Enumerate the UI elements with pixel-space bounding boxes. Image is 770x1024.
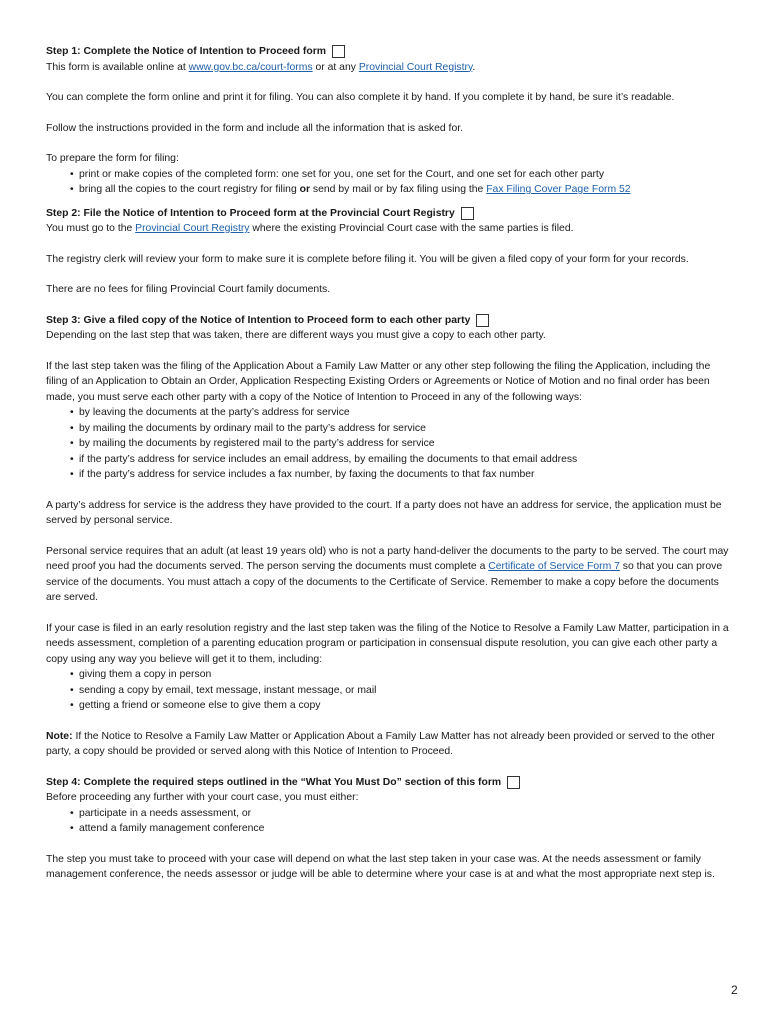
registry-link[interactable]: Provincial Court Registry — [358, 61, 473, 73]
fax-cover-form-link[interactable]: Fax Filing Cover Page Form 52 — [486, 184, 631, 195]
step4-heading — [46, 775, 730, 791]
step3-note — [46, 729, 730, 760]
step2-clerk-para: The registry clerk will review your form to make sure it is complete before filing it. You will be given a filed copy of your form for your records. — [46, 253, 689, 265]
step2-registry-para — [46, 221, 730, 237]
page-number: 2 — [731, 983, 738, 997]
document-body — [46, 44, 730, 883]
note-label: Note: — [46, 730, 73, 742]
list-item: • by mailing the documents by registered mail to the party’s address for service — [70, 436, 730, 452]
step2-text-end: where the existing Provincial Court case with the same parties is filed. — [249, 223, 574, 234]
step4-intro-para: Before proceeding any further with your court case, you must either: — [46, 792, 359, 803]
step3-service-list — [46, 405, 730, 483]
list-item: • if the party’s address for service includes an email address, by emailing the documents to that email address — [70, 452, 730, 468]
step1-checkbox[interactable] — [332, 45, 345, 58]
step4-options-list — [46, 806, 730, 837]
bullet-text: bring all the copies to the court registry for filing — [79, 184, 300, 195]
step1-instructions-para: Follow the instructions provided in the form and include all the information that is asked for. — [46, 122, 464, 134]
list-item: • if the party’s address for service includes a fax number, by faxing the documents to that fax number — [70, 467, 730, 483]
list-item — [70, 182, 730, 198]
step3-personal-text: Personal service requires that an adult (at least 19 years old) who is not a party hand-deliver the documents to the party to be served. The court may need proof you had the documents served. The person serving the documents must complete a — [46, 545, 729, 572]
step1-heading-text: Step 1: Complete the Notice of Intention to Proceed form — [46, 46, 326, 57]
list-item: • by leaving the documents at the party’s address for service — [70, 405, 730, 421]
registry-link-2[interactable]: Provincial Court Registry — [135, 223, 250, 234]
step4-checkbox[interactable] — [507, 776, 520, 789]
step1-availability-end: . — [472, 61, 476, 73]
bullet-bold: or — [299, 184, 311, 195]
step2-fees-para: There are no fees for filing Provincial Court family documents. — [46, 284, 331, 295]
step1-complete-para: You can complete the form online and print it for filing. You can also complete it by hand. If you complete it by hand, be sure it’s readable. — [46, 92, 675, 103]
step3-address-para: A party’s address for service is the address they have provided to the court. If a party does not have an address for service, the application must be served by personal service. — [46, 499, 722, 526]
list-item: • getting a friend or someone else to give them a copy — [70, 698, 730, 714]
step2-checkbox[interactable] — [461, 207, 474, 220]
step3-heading-text: Step 3: Give a filed copy of the Notice of Intention to Proceed form to each other party — [46, 314, 471, 326]
step1-heading — [46, 44, 730, 60]
step3-checkbox[interactable] — [476, 314, 489, 327]
step1-prepare-list — [46, 167, 730, 198]
list-item: • giving them a copy in person — [70, 667, 730, 683]
step2-heading — [46, 206, 730, 222]
list-item: • attend a family management conference — [70, 821, 730, 837]
step2-text: You must go to the — [46, 223, 136, 234]
certificate-of-service-link[interactable]: Certificate of Service Form 7 — [488, 561, 620, 572]
step1-availability — [46, 60, 730, 76]
note-text: If the Notice to Resolve a Family Law Matter or Application About a Family Law Matter has not already been provided or served to the other party, a copy should be provided or served along with this Notice of Intention to Proceed. — [46, 730, 715, 757]
list-item: • sending a copy by email, text message, instant message, or mail — [70, 683, 730, 699]
step1-availability-mid: or at any — [312, 61, 359, 73]
step4-next-step-para: The step you must take to proceed with your case will depend on what the last step taken in your case was. At the needs assessment or family management conference, the needs assessor or judge will be able to determine where your case is at and what the most appropriate next step is. — [46, 853, 715, 880]
court-forms-link[interactable]: www.gov.bc.ca/court-forms — [188, 61, 313, 73]
step3-heading — [46, 313, 730, 329]
step3-early-list — [46, 667, 730, 714]
list-item: • by mailing the documents by ordinary mail to the party’s address for service — [70, 421, 730, 437]
step3-early-resolution-para: If your case is filed in an early resolution registry and the last step taken was the filing of the Notice to Resolve a Family Law Matter, participation in a needs assessment, completion of a parenting education program or participation in consensual dispute resolution, you can give each other party a copy using any way you believe will get it to them, including: — [46, 622, 729, 665]
bullet-text: send by mail or by fax filing using the — [310, 184, 487, 195]
step3-personal-service-para — [46, 544, 730, 606]
step4-heading-text: Step 4: Complete the required steps outlined in the “What You Must Do” section of this form — [46, 776, 502, 788]
step1-prepare-para: To prepare the form for filing: — [46, 153, 179, 164]
step2-heading-text: Step 2: File the Notice of Intention to Proceed form at the Provincial Court Registry — [46, 207, 455, 219]
step3-intro-para: Depending on the last step that was taken, there are different ways you must give a copy to each other party. — [46, 330, 546, 341]
list-item: • participate in a needs assessment, or — [70, 806, 730, 822]
step1-availability-text: This form is available online at — [46, 61, 189, 73]
list-item: • print or make copies of the completed form: one set for you, one set for the Court, and one set for each other party — [70, 167, 730, 183]
step3-personal-text-end: so that you can prove service of the documents. You must attach a copy of the documents to the Certificate of Service. Remember to make a copy before the documents are served. — [46, 561, 723, 603]
step3-service-para: If the last step taken was the filing of the Application About a Family Law Matter or any other step following the filing the Application, including the filing of an Application to Obtain an Order, Application Respecting Existing Orders or Agreements or Notice of Motion and no final order has been made, you must serve each other party with a copy of the Notice of Intention to Proceed in any of the following ways: — [46, 360, 711, 403]
